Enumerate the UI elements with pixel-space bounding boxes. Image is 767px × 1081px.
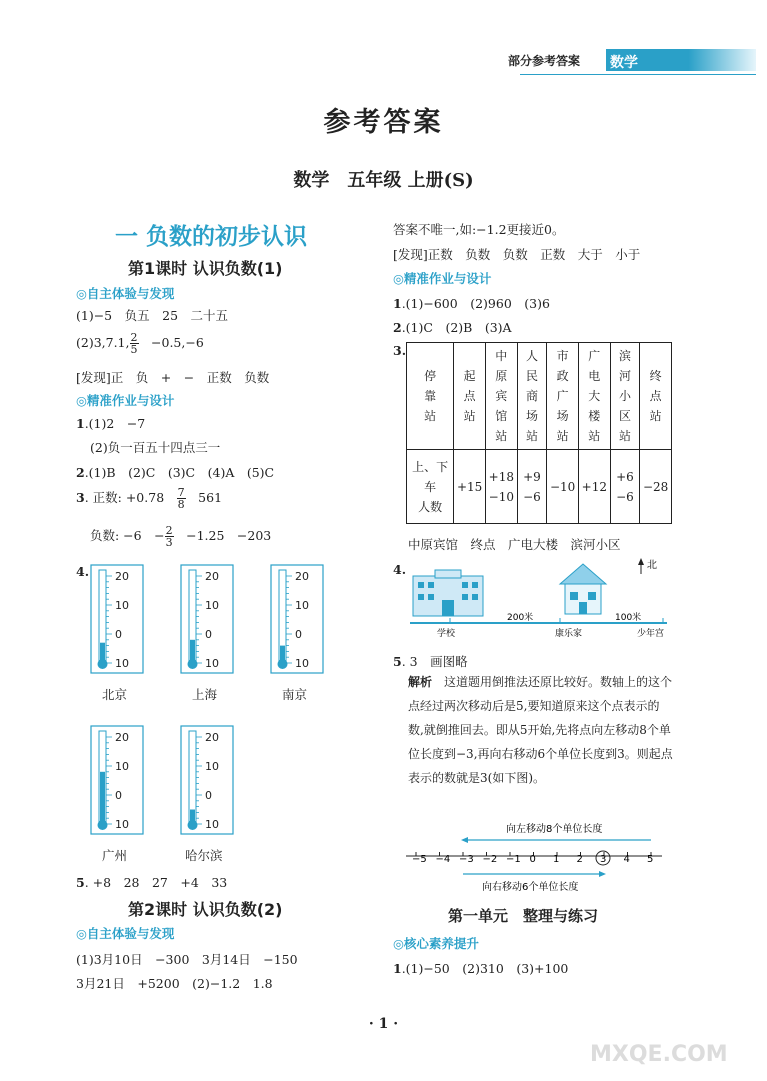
r-r1: 答案不唯一,如:−1.2更接近0。 (393, 222, 565, 237)
section-precise-r: ◎精准作业与设计 (393, 271, 492, 286)
thermometer-city-label: 南京 (282, 687, 308, 702)
distance-2: 100米 (615, 613, 642, 623)
r-r2: [发现]正数 负数 负数 正数 大于 小于 (393, 247, 641, 262)
numline-tick-label: 2 (576, 854, 583, 865)
numline-top-label: 向左移动8个单位长度 (506, 824, 603, 835)
label-school: 学校 (437, 629, 456, 639)
table-header-cell: 市 政 广 场 站 (547, 343, 579, 450)
table-header-cell: 广 电 大 楼 站 (578, 343, 610, 450)
l1-p4-no: 4. (76, 564, 90, 579)
header-rule (520, 74, 756, 75)
r-q2: 2.(1)C (2)B (3)A (393, 320, 512, 335)
l1-self3: [发现]正 负 + − 正数 负数 (76, 370, 270, 385)
thermometer-tick-label: 0 (205, 789, 212, 802)
section-core: ◎核心素养提升 (393, 936, 479, 951)
thermometer-city-label: 北京 (102, 687, 128, 702)
numline-tick-label: −3 (459, 854, 474, 865)
l2-s1: (1)3月10日 −300 3月14日 −150 (76, 952, 298, 967)
table-cell: +12 (578, 450, 610, 524)
school-building-icon (413, 570, 483, 616)
table-header-cell: 起 点 站 (454, 343, 486, 450)
l1-p1a: 1.(1)2 −7 (76, 416, 146, 431)
thermometer-tick-label: 0 (295, 628, 302, 641)
thermometer-tick-label: 20 (115, 731, 129, 744)
l1-p2: 2.(1)B (2)C (3)C (4)A (5)C (76, 465, 275, 480)
l2-s2: 3月21日 +5200 (2)−1.2 1.8 (76, 976, 273, 991)
page-subtitle: 数学 五年级 上册(S) (293, 170, 474, 191)
header-section: 部分参考答案 (508, 54, 581, 68)
thermometer (90, 564, 144, 676)
thermometer-tick-label: 10 (115, 818, 129, 831)
numline-tick-label: −4 (435, 854, 451, 865)
unit-heading: 一 负数的初步认识 (115, 224, 308, 250)
r-q1: 1.(1)−600 (2)960 (3)6 (393, 296, 550, 311)
thermometer-tick-label: 20 (205, 570, 219, 583)
thermometer-city-label: 上海 (192, 687, 218, 702)
thermometer-tick-label: 10 (205, 818, 219, 831)
lesson2-heading: 第2课时 认识负数(2) (128, 900, 283, 919)
table-cell: −10 (547, 450, 579, 524)
numline-tick-label: 1 (553, 854, 560, 865)
thermometer-city-label: 广州 (102, 848, 128, 863)
unit-review-heading: 第一单元 整理与练习 (448, 907, 599, 925)
page-number: · 1 · (368, 1016, 399, 1032)
house-icon (560, 564, 606, 614)
thermometer (180, 725, 234, 837)
r-explanation: 解析 这道题用倒推法还原比较好。数轴上的这个点经过两次移动后是5,要知道原来这个点表示的数,就倒推回去。即从5开始,先将点向左移动8个单位长度到−3,再向右移动6个单位长度到3。则起点表示的数就是3(如下图)。 (408, 675, 673, 785)
l1-p3-pos: 3. 正数: +0.78 $\frac{7}{8}$ 561 (76, 486, 223, 511)
r-q3-answer: 中原宾馆 终点 广电大楼 滨河小区 (408, 537, 621, 552)
numline-tick-label: 5 (647, 854, 654, 865)
table-header-cell: 终 点 站 (640, 343, 672, 450)
numline-bottom-label: 向右移动6个单位长度 (482, 882, 579, 893)
l1-p5: 5. +8 28 27 +4 33 (76, 875, 228, 890)
l1-p3-neg: 负数: −6 − $\frac{2}{3}$ −1.25 −203 (90, 524, 272, 549)
table-header-cell: 停 靠 站 (407, 343, 454, 450)
map-diagram (405, 556, 675, 642)
table-row-label: 上、下 车 人数 (407, 450, 454, 524)
thermometer-tick-label: 10 (115, 657, 129, 670)
section-precise: ◎精准作业与设计 (76, 393, 175, 408)
numline-tick-label: 0 (529, 854, 536, 865)
table-cell: −28 (640, 450, 672, 524)
lesson1-heading: 第1课时 认识负数(1) (128, 259, 283, 278)
bus-stop-table (406, 342, 672, 524)
section-self: ◎自主体验与发现 (76, 286, 175, 301)
page-title: 参考答案 (323, 107, 444, 138)
numline-tick-label: −1 (506, 854, 521, 865)
thermometer-tick-label: 10 (205, 760, 219, 773)
thermometer-tick-label: 10 (115, 760, 129, 773)
table-header-cell: 人 民 商 场 站 (517, 343, 547, 450)
section-self-2: ◎自主体验与发现 (76, 926, 175, 941)
north-label: 北 (647, 560, 657, 571)
numline-tick-label: −5 (412, 854, 427, 865)
thermometer (90, 725, 144, 837)
number-line (402, 818, 662, 898)
numline-tick-label: 3 (600, 854, 607, 865)
thermometer-tick-label: 0 (115, 789, 122, 802)
r-q5: 5. 3 画图略 (393, 654, 468, 669)
thermometer-tick-label: 20 (205, 731, 219, 744)
table-cell: +15 (454, 450, 486, 524)
r-q4-no: 4. (393, 562, 407, 577)
thermometer-tick-label: 10 (295, 599, 309, 612)
l1-p1b: (2)负一百五十四点三一 (90, 440, 221, 455)
thermometer-tick-label: 10 (115, 599, 129, 612)
r-q3-no: 3. (393, 343, 407, 358)
numline-tick-label: 4 (623, 854, 630, 865)
thermometer-tick-label: 20 (115, 570, 129, 583)
table-cell: +18 −10 (485, 450, 517, 524)
north-arrow-icon (638, 558, 644, 574)
thermometer-tick-label: 20 (295, 570, 309, 583)
thermometer-tick-label: 0 (205, 628, 212, 641)
fraction: $\frac{2}{5}$ (130, 331, 138, 356)
l1-self2: (2)3,7.1, $\frac{2}{5}$ −0.5,−6 (76, 331, 204, 356)
table-cell: +9 −6 (517, 450, 547, 524)
label-youth: 少年宫 (637, 629, 665, 639)
table-cell: +6 −6 (610, 450, 640, 524)
watermark-logo: MXQE.COM (590, 1042, 728, 1067)
thermometer (180, 564, 234, 676)
header-subject: 数学 (610, 55, 638, 71)
thermometer-city-label: 哈尔滨 (185, 848, 223, 863)
thermometer-tick-label: 0 (115, 628, 122, 641)
r-c1: 1.(1)−50 (2)310 (3)+100 (393, 961, 569, 976)
thermometer-tick-label: 10 (295, 657, 309, 670)
l1-self1: (1)−5 负五 25 二十五 (76, 308, 229, 323)
table-header-cell: 滨 河 小 区 站 (610, 343, 640, 450)
thermometer-tick-label: 10 (205, 657, 219, 670)
table-header-cell: 中 原 宾 馆 站 (485, 343, 517, 450)
distance-1: 200米 (507, 613, 534, 623)
thermometer (270, 564, 324, 676)
thermometer-tick-label: 10 (205, 599, 219, 612)
label-home: 康乐家 (555, 629, 583, 639)
numline-tick-label: −2 (482, 854, 498, 865)
